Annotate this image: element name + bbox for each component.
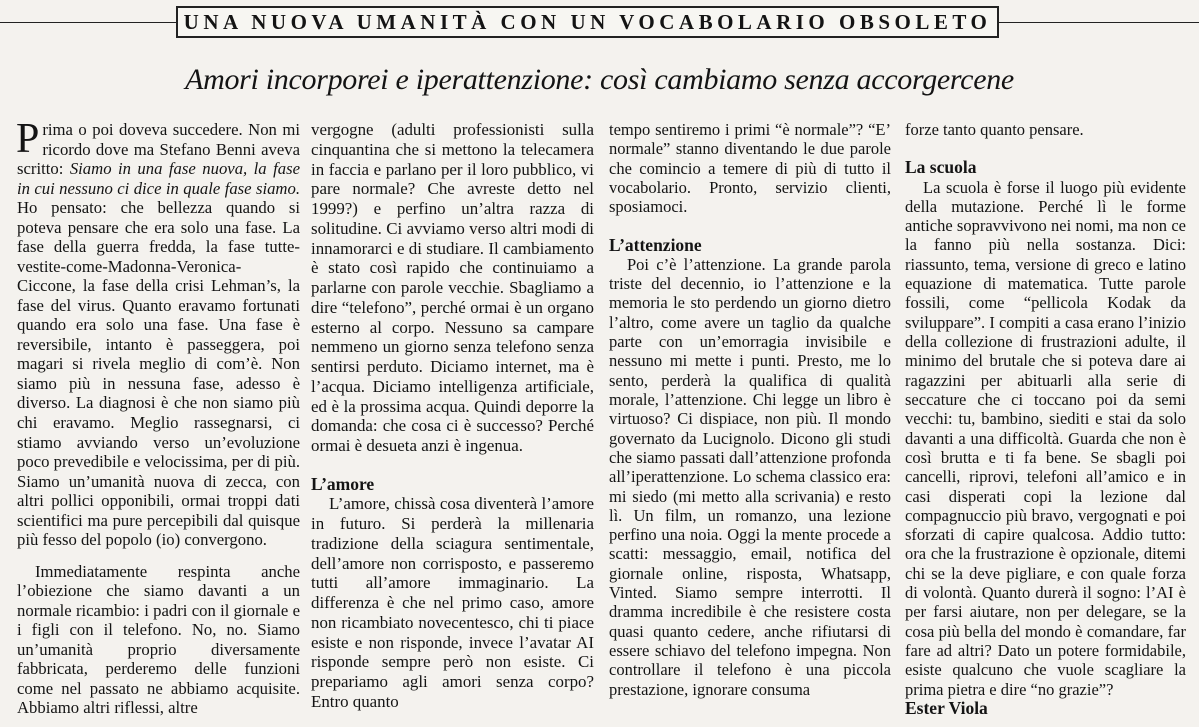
kicker-text: UNA NUOVA UMANITÀ CON UN VOCABOLARIO OBSOLETO bbox=[183, 9, 992, 34]
paragraph-5: tempo sentiremo i primi “è normale”? “E’ normale” stanno diventando le due parole che comincio a temere di più di tutto il vocabolario. Pronto, servizio clienti, sposiamoci. bbox=[609, 120, 891, 217]
column-3 bbox=[609, 120, 891, 699]
section-heading-attenzione: L’attenzione bbox=[609, 234, 702, 255]
paragraph-1 bbox=[16, 116, 300, 550]
kicker-rule-right bbox=[999, 22, 1199, 23]
text-run: Ho pensato: che bellezza quando si poteva pensare che era solo una fase. La fase della guerra fredda, la fase tutte-vestite-come-Madonna-Veronica-Ciccone, la fase della crisi Lehman’s, la fase del virus. Quanto eravamo fortunati quando era solo una fase. Una fase è reversibile, intanto è passeggera, poi magari si rivela meglio di com’è. Non siamo più in nessuna fase, adesso è diverso. La diagnosi è che non siamo più chi eravamo. Meglio rassegnarsi, ci stiamo avviando verso un’evoluzione poco prevedibile e velocissima, per di più. Siamo un’umanità nuova di zecca, con altri pollici opponibili, ormai troppi dati scientifici ma pure percepibili dal quisque più fesso del popolo (io) convergono. bbox=[17, 198, 300, 550]
column-1 bbox=[16, 116, 300, 718]
section-heading-scuola: La scuola bbox=[905, 157, 977, 178]
paragraph-6: Poi c’è l’attenzione. La grande parola triste del decennio, io l’attenzione e la memoria le sto perdendo un giorno dietro l’altro, come avere un taglio da qualche parte con un’emorragia invisibile e nessuno mi mette i punti. Presto, me lo sento, perderà la qualifica di qualità morale, l’attenzione. Chi legge un libro è virtuoso? Ci dispiace, non più. Il mondo governato da Lucignolo. Dicono gli studi che siamo passati dall’attenzione profonda all’iperattenzione. Lo schema classico era: mi siedo (mi metto alla scrivania) e resto lì. Un film, un romanzo, una lezione perfino una noia. Oggi la mente procede a scatti: messaggio, email, notifica del giornale online, risposta, Whatsapp, Vinted. Siamo sempre interrotti. Il dramma incredibile è che resistere costa quasi quanto cedere, anche rifiutarsi di essere schiavo del telefono impegna. Non controllare il telefono è una piccola prestazione, ignorare consuma bbox=[609, 254, 891, 699]
section-heading-amore: L’amore bbox=[311, 474, 375, 495]
drop-cap: P bbox=[16, 116, 40, 162]
paragraph-8: La scuola è forse il luogo più evidente della mutazione. Perché lì le forme antiche sopravvivono nei nomi, ma non ce la fanno più nella sostanza. Dici: riassunto, tema, versione di greco e latino equazione di matematica. Tutte parole fossili, come “pellicola Kodak da sviluppare”. I compiti a casa erano l’inizio della collezione di frustrazioni adulte, il minimo del brutale che si poteva dare ai ragazzini per abituarli alla serie di seccature che ci toccano poi da semi vecchi: tu, bambino, siediti e stai da solo davanti a una difficoltà. Guarda che non è così brutta e ti fa bene. Se sbagli poi cancelli, riprovi, telefoni all’amico e in casi disperati copi la lezione dal compagnuccio più bravo, vergognati e poi sforzati di capire qualcosa. Addio tutto: ora che la frustrazione è opzionale, ditemi chi se la deve pigliare, e con quale forza di volontà. Quanto durerà il sogno: l’AI è per farsi aiutare, non per delegare, se la cosa più bella del mondo è comandare, far fare ad altri? Dato un potere formidabile, esiste qualcuno che vuole scagliare la prima pietra e dire “no grazie”? bbox=[905, 177, 1186, 699]
paragraph-2: Immediatamente respinta anche l’obiezione che siamo davanti a un normale ricambio: i padri con il giornale e i figli con il telefono. No, no. Siamo un’umanità proprio diversamente fabbricata, perderemo delle funzioni come nel passato ne abbiamo acquisite. Abbiamo altri riflessi, altre bbox=[17, 561, 300, 718]
spacer bbox=[609, 217, 891, 235]
kicker-box bbox=[176, 6, 999, 38]
benni-quote: Siamo in una fase nuova, la fase in cui nessuno ci dice in quale fase siamo. bbox=[17, 159, 300, 198]
kicker-rule-left bbox=[0, 22, 176, 23]
spacer bbox=[905, 139, 1186, 157]
paragraph-3: vergogne (adulti professionisti sulla cinquantina che si mettono la telecamera in faccia e parlano per il loro pubblico, vi pare normale? Che avreste detto nel 1999?) e perfino un’altra razza di solitudine. Ci avviamo verso altri modi di innamorarci e di studiare. Il cambiamento è stato così rapido che continuiamo a parlarne con parole vecchie. Sbagliamo a dire “telefono”, perché ormai è un organo esterno al corpo. Nessuno sa campare nemmeno un giorno senza telefono senza sentirsi perduto. Diciamo internet, ma è l’acqua. Diciamo intelligenza artificiale, ed è la prossima acqua. Quindi deporre la domanda: che cosa ci è successo? Perché ormai è desueta anzi è ingenua. bbox=[311, 120, 594, 456]
paragraph-7: forze tanto quanto pensare. bbox=[905, 120, 1084, 139]
column-4 bbox=[905, 120, 1186, 718]
headline: Amori incorporei e iperattenzione: così cambiamo senza accorgercene bbox=[185, 63, 1014, 96]
column-2 bbox=[311, 120, 594, 712]
author-signature: Ester Viola bbox=[905, 697, 988, 718]
paragraph-4: L’amore, chissà cosa diventerà l’amore in futuro. Si perderà la millenaria tradizione della sciagura sentimentale, dell’amore non corrisposto, e passeremo tutti all’amore immaginario. La differenza è che nel primo caso, amore non ricambiato novecentesco, chi ti piace esiste e non risponde, invece l’avatar AI risponde sempre però non esiste. Ci prepariamo agli amori senza corpo? Entro quanto bbox=[311, 494, 594, 711]
text-run: rima o poi doveva succedere. Non mi ricordo dove ma Stefano Benni aveva scritto: bbox=[17, 120, 300, 179]
spacer bbox=[17, 550, 300, 562]
spacer bbox=[311, 456, 594, 474]
